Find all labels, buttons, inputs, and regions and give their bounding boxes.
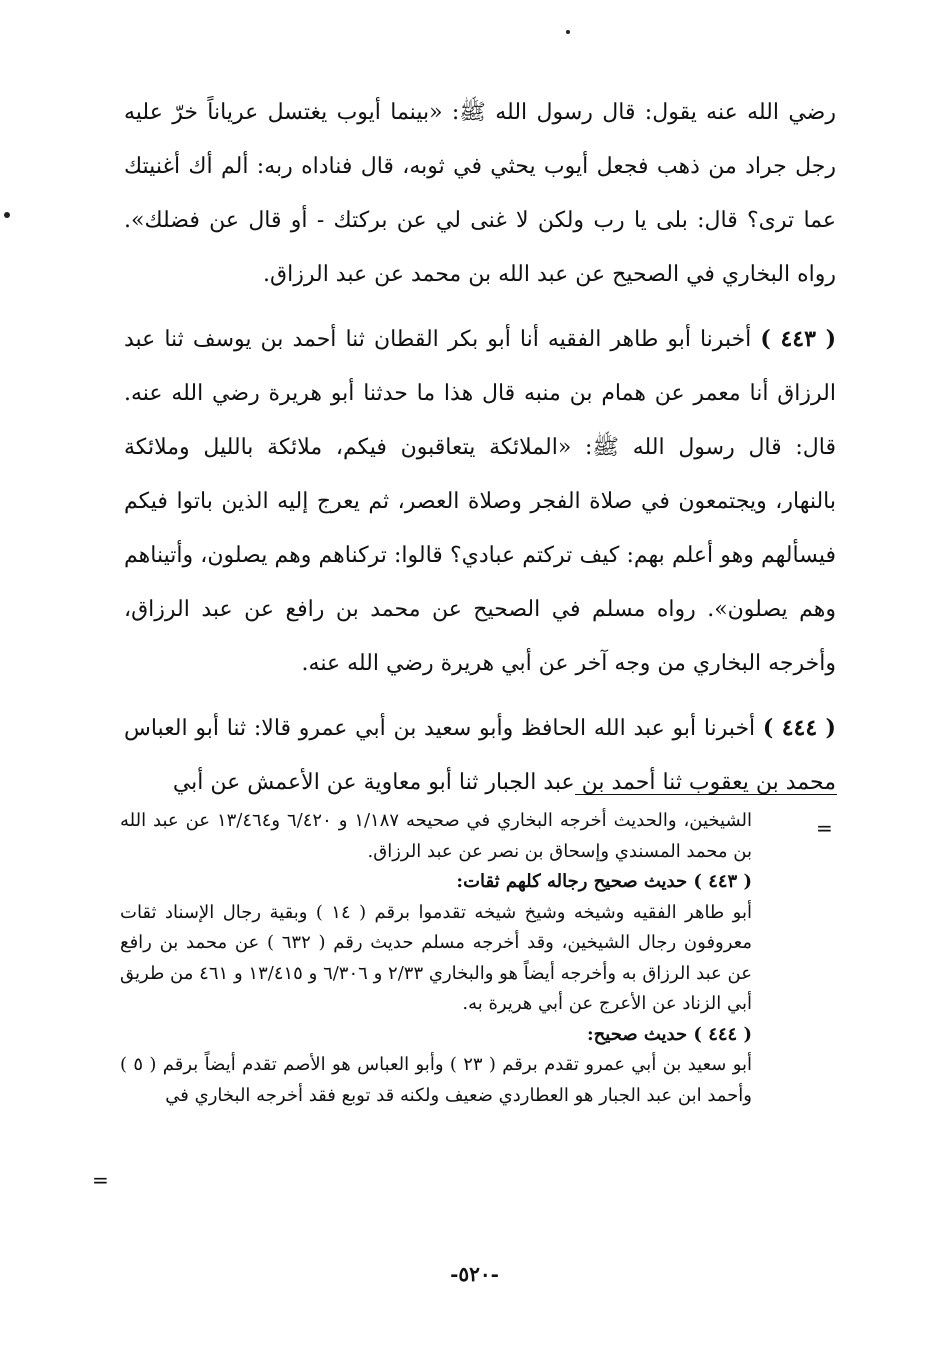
hadith-text: أخبرنا أبو طاهر الفقيه أنا أبو بكر القطان ثنا أحمد بن يوسف ثنا عبد الرزاق أنا معمر عن همام بن منبه قال هذا ما حدثنا أبو هريرة رضي الله عنه. قال: قال رسول الله ﷺ: «الملائكة يتعاقبون فيكم، ملائكة بالليل وملائكة بالنهار، ويجتمعون في صلاة الفجر وصلاة العصر، ثم يعرج إليه الذين باتوا فيكم فيسألهم وهو أعلم بهم: كيف تركتم عبادي؟ قالوا: تركناهم وهم يصلون، وأتيناهم وهم يصلون». رواه مسلم في الصحيح عن محمد بن رافع عن عبد الرزاق، وأخرجه البخاري من وجه آخر عن أبي هريرة رضي الله عنه. — [124, 327, 836, 676]
hadith-443 — [124, 312, 836, 691]
margin-ink-dot — [4, 212, 10, 218]
continuation-end-mark: = — [92, 1168, 109, 1192]
footnote-text-444: أبو سعيد بن أبي عمرو تقدم برقم ( ٢٣ ) وأبو العباس هو الأصم تقدم أيضاً برقم ( ٥ ) وأحمد ابن عبد الجبار هو العطاردي ضعيف ولكنه قد توبع فقد أخرجه البخاري في — [120, 1054, 753, 1106]
hadith-number: ( ٤٤٣ ) — [760, 326, 836, 352]
footnote-divider — [575, 794, 837, 795]
footnotes — [120, 806, 752, 1111]
continuation-mark: = — [816, 816, 833, 840]
ink-dot — [566, 30, 570, 34]
page-number: -٥٢٠- — [450, 1262, 499, 1286]
footnote-heading-443: ( ٤٤٣ ) حديث صحيح رجاله كلهم ثقات: — [456, 871, 752, 892]
main-text — [124, 86, 836, 810]
hadith-text: أخبرنا أبو عبد الله الحافظ وأبو سعيد بن أبي عمرو قالا: ثنا أبو العباس محمد بن يعقوب ثنا أحمد بن عبد الجبار ثنا أبو معاوية عن الأعمش عن أبي — [124, 716, 836, 795]
footnote-text-443: أبو طاهر الفقيه وشيخه وشيخ شيخه تقدموا برقم ( ١٤ ) وبقية رجال الإسناد ثقات معروفون رجال الشيخين، وقد أخرجه مسلم حديث رقم ( ٦٣٢ ) عن محمد بن رافع عن عبد الرزاق به وأخرجه أيضاً هو والبخاري ٢/٣٣ و ٦/٣٠٦ و ١٣/٤١٥ و ٤٦١ من طريق أبي الزناد عن الأعرج عن أبي هريرة به. — [120, 901, 753, 1014]
footnote-heading-444: ( ٤٤٤ ) حديث صحيح: — [587, 1023, 752, 1045]
paragraph-continuation: رضي الله عنه يقول: قال رسول الله ﷺ: «بينما أيوب يغتسل عرياناً خرّ عليه رجل جراد من ذهب فجعل أيوب يحثي في ثوبه، قال فناداه ربه: ألم أك أغنيتك عما ترى؟ قال: بلى يا رب ولكن لا غنى لي عن بركتك - أو قال عن فضلك». رواه البخاري في الصحيح عن عبد الله بن محمد عن عبد الرزاق. — [124, 100, 836, 287]
hadith-number: ( ٤٤٤ ) — [762, 715, 836, 741]
footnote-continuation: الشيخين، والحديث أخرجه البخاري في صحيحه ١/١٨٧ و ٦/٤٢٠ و١٣/٤٦٤ عن عبد الله بن محمد المسندي وإسحاق بن نصر عن عبد الرزاق. — [120, 810, 752, 862]
